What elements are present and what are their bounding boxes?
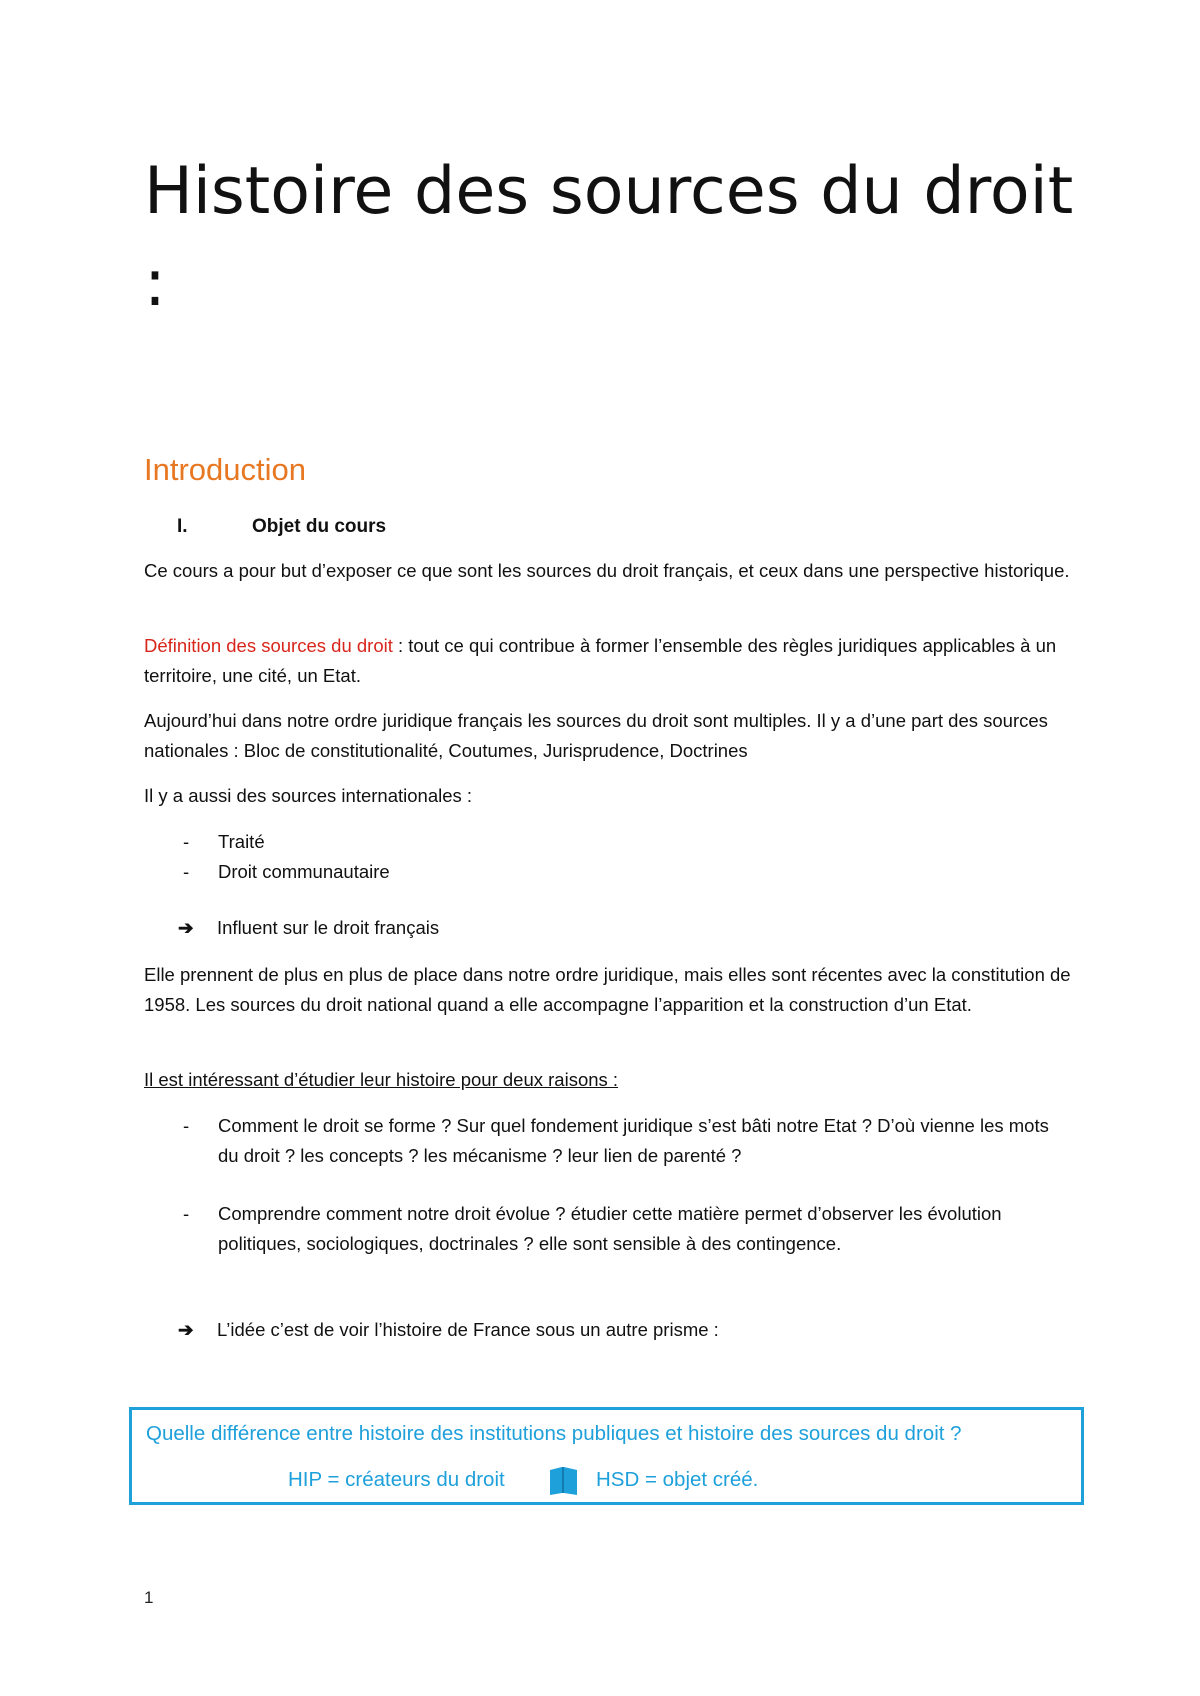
- arrow-note-text: Influent sur le droit français: [217, 917, 440, 938]
- dash-bullet: -: [183, 1203, 190, 1224]
- list-item: [183, 857, 1063, 887]
- arrow-icon: ➔: [178, 917, 194, 938]
- callout-hip: HIP = créateurs du droit: [288, 1468, 505, 1491]
- introduction-heading: Introduction: [144, 452, 306, 487]
- callout-box: [129, 1407, 1084, 1505]
- section-title: Objet du cours: [252, 516, 387, 537]
- paragraph-definition: [144, 631, 1074, 691]
- paragraph-international-sources: Il y a aussi des sources internationales :: [144, 785, 473, 806]
- definition-term: Définition des sources du droit: [144, 635, 393, 656]
- paragraph-course-purpose: Ce cours a pour but d’exposer ce que sont les sources du droit français, et ceux dans une perspective historique.: [144, 560, 1070, 581]
- callout-hsd: HSD = objet créé.: [596, 1468, 759, 1491]
- dash-bullet: -: [183, 1115, 190, 1136]
- list-item: [183, 1111, 1063, 1171]
- paragraph-national-sources: Aujourd’hui dans notre ordre juridique français les sources du droit sont multiples. Il y a d’une part des sources nationales : Bloc de constitutionalité, Coutumes, Jurisprudence, Doctrines: [144, 710, 1048, 761]
- section-number: I.: [177, 516, 188, 537]
- callout-question: Quelle différence entre histoire des institutions publiques et histoire des sources du droit ?: [146, 1422, 962, 1445]
- list-item: [183, 827, 1063, 857]
- list-item: [183, 1199, 1063, 1259]
- section-heading: [177, 516, 386, 538]
- list-item-text: Traité: [218, 831, 265, 852]
- dash-bullet: -: [183, 861, 190, 882]
- paragraph-recent-sources: Elle prennent de plus en plus de place dans notre ordre juridique, mais elles sont récentes avec la constitution de 1958. Les sources du droit national quand a elle accompagne l’apparition et la construction d’un Etat.: [144, 964, 1071, 1015]
- definition-text: : tout ce qui contribue à former l’ensemble des règles juridiques applicables à un territoire, une cité, un Etat.: [144, 635, 1057, 686]
- page-number: 1: [144, 1588, 154, 1607]
- arrow-note-prism: [178, 1315, 719, 1345]
- arrow-icon: ➔: [178, 1319, 194, 1340]
- dash-bullet: -: [183, 831, 190, 852]
- book-icon: [546, 1462, 582, 1503]
- arrow-note-influence: [178, 913, 439, 943]
- list-item-text: Comprendre comment notre droit évolue ? étudier cette matière permet d’observer les évolution politiques, sociologiques, doctrinales ? elle sont sensible à des contingence.: [218, 1203, 1002, 1254]
- paragraph-two-reasons: Il est intéressant d’étudier leur histoire pour deux raisons :: [144, 1069, 619, 1090]
- list-item-text: Comment le droit se forme ? Sur quel fondement juridique s’est bâti notre Etat ? D’où vienne les mots du droit ? les concepts ? les mécanisme ? leur lien de parenté ?: [218, 1115, 1049, 1166]
- arrow-note-text: L’idée c’est de voir l’histoire de France sous un autre prisme :: [217, 1319, 719, 1340]
- document-title: Histoire des sources du droit :: [144, 154, 1074, 321]
- list-item-text: Droit communautaire: [218, 861, 390, 882]
